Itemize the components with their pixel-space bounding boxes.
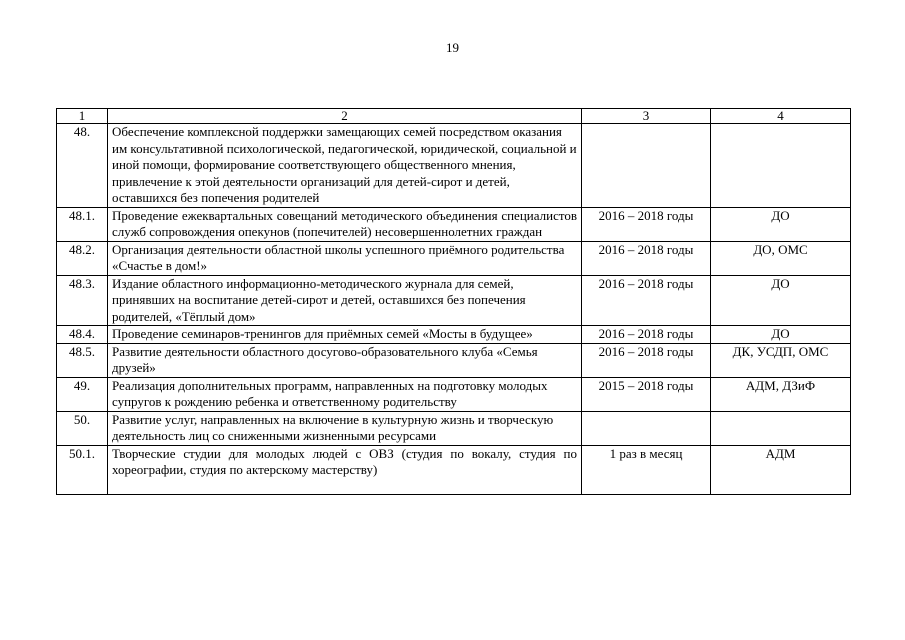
row-period: 2016 – 2018 годы — [582, 326, 711, 344]
row-period: 2016 – 2018 годы — [582, 207, 711, 241]
row-activity: Обеспечение комплексной поддержки замещающих семей посредством оказания им консультативной психологической, педагогической, юридической, социальной и иной помощи, формирование соответствующего общественного мнения, привлечение к этой деятельности организаций для детей-сирот и детей, оставшихся без попечения родителей — [108, 124, 582, 208]
row-activity: Реализация дополнительных программ, направленных на подготовку молодых супругов к рождению ребенка и ответственному родительству — [108, 377, 582, 411]
row-number: 48.4. — [57, 326, 108, 344]
header-col-number: 1 — [57, 109, 108, 124]
header-col-period: 3 — [582, 109, 711, 124]
header-col-executor: 4 — [711, 109, 851, 124]
row-executor: ДО — [711, 207, 851, 241]
row-number: 50. — [57, 411, 108, 445]
row-activity: Развитие деятельности областного досугово-образовательного клуба «Семья друзей» — [108, 343, 582, 377]
table-row — [57, 207, 851, 241]
row-number: 50.1. — [57, 445, 108, 494]
row-executor — [711, 124, 851, 208]
row-executor: ДО — [711, 326, 851, 344]
row-executor: АДМ — [711, 445, 851, 494]
row-activity: Издание областного информационно-методического журнала для семей, принявших на воспитание детей-сирот и детей, оставшихся без попечения родителей, «Тёплый дом» — [108, 275, 582, 326]
row-period: 2016 – 2018 годы — [582, 275, 711, 326]
row-executor: ДО, ОМС — [711, 241, 851, 275]
table-row — [57, 326, 851, 344]
row-activity: Творческие студии для молодых людей с ОВЗ (студия по вокалу, студия по хореографии, студия по актерскому мастерству) — [108, 445, 582, 494]
table-row — [57, 241, 851, 275]
row-executor: ДО — [711, 275, 851, 326]
header-col-activity: 2 — [108, 109, 582, 124]
table-row — [57, 411, 851, 445]
row-number: 48.2. — [57, 241, 108, 275]
row-executor: ДК, УСДП, ОМС — [711, 343, 851, 377]
row-number: 48. — [57, 124, 108, 208]
table-row — [57, 275, 851, 326]
row-period: 2016 – 2018 годы — [582, 343, 711, 377]
page-number: 19 — [446, 40, 459, 55]
row-number: 48.3. — [57, 275, 108, 326]
row-period — [582, 124, 711, 208]
row-period — [582, 411, 711, 445]
table-row — [57, 124, 851, 208]
table-row — [57, 377, 851, 411]
row-number: 48.1. — [57, 207, 108, 241]
row-activity: Организация деятельности областной школы успешного приёмного родительства «Счастье в дом!» — [108, 241, 582, 275]
row-number: 49. — [57, 377, 108, 411]
row-period: 2015 – 2018 годы — [582, 377, 711, 411]
action-plan-table — [56, 108, 851, 495]
table-row — [57, 445, 851, 494]
row-period: 1 раз в месяц — [582, 445, 711, 494]
row-activity: Проведение ежеквартальных совещаний методического объединения специалистов служб сопровождения опекунов (попечителей) несовершеннолетних граждан — [108, 207, 582, 241]
row-number: 48.5. — [57, 343, 108, 377]
row-period: 2016 – 2018 годы — [582, 241, 711, 275]
row-activity: Проведение семинаров-тренингов для приёмных семей «Мосты в будущее» — [108, 326, 582, 344]
table-row — [57, 343, 851, 377]
row-activity: Развитие услуг, направленных на включение в культурную жизнь и творческую деятельность лиц со сниженными жизненными ресурсами — [108, 411, 582, 445]
row-executor: АДМ, ДЗиФ — [711, 377, 851, 411]
table-header-row — [57, 109, 851, 124]
row-executor — [711, 411, 851, 445]
